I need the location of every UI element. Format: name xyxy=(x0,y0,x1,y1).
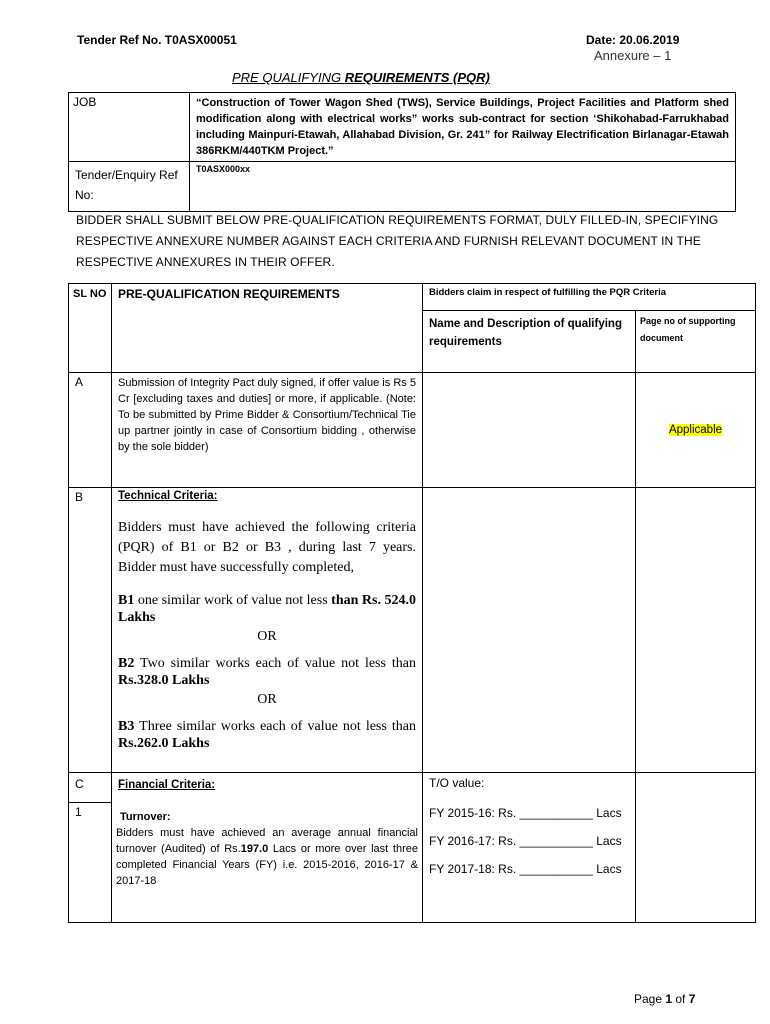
col-requirements-header: PRE-QUALIFICATION REQUIREMENTS xyxy=(112,284,423,373)
tender-enquiry-value: T0ASX000xx xyxy=(190,162,736,212)
table-row xyxy=(69,773,756,803)
b2-label: B2 xyxy=(118,656,135,671)
fy-label: FY 2015-16: Rs. xyxy=(429,806,520,820)
b3-label: B3 xyxy=(118,719,135,734)
fy-unit: Lacs xyxy=(592,806,622,820)
fy-2017-18 xyxy=(429,862,629,876)
row-c-name-cell xyxy=(423,773,636,923)
row-c-sl: C xyxy=(69,773,112,803)
fy-label: FY 2017-18: Rs. xyxy=(429,862,520,876)
tender-enquiry-label: Tender/Enquiry Ref No: xyxy=(69,162,190,212)
date: Date: 20.06.2019 xyxy=(586,33,680,47)
technical-intro: Bidders must have achieved the following criteria (PQR) of B1 or B2 or B3 , during last 7 years. Bidder must have successfully completed, xyxy=(118,520,416,575)
row-b-page-cell xyxy=(636,488,756,773)
page-total: 7 xyxy=(688,992,696,1006)
fy-unit: Lacs xyxy=(592,862,622,876)
turnover-heading: Turnover: xyxy=(120,810,171,823)
job-table xyxy=(68,92,736,212)
fy-2015-16 xyxy=(429,806,629,820)
row-b-sl: B xyxy=(69,488,112,773)
fy-blank: ___________ xyxy=(519,862,593,876)
row-1-sl: 1 xyxy=(69,803,112,923)
row-a-name-cell xyxy=(423,373,636,488)
col-page-header: Page no of supporting document xyxy=(636,311,756,373)
title-bold: REQUIREMENTS (PQR) xyxy=(344,70,490,85)
fy-label: FY 2016-17: Rs. xyxy=(429,834,520,848)
row-b-name-cell xyxy=(423,488,636,773)
b1-text: one similar work of value not less xyxy=(134,593,332,608)
b1-value: than Rs. 524.0 Lakhs xyxy=(118,593,416,625)
table-row xyxy=(69,488,756,773)
row-a-sl: A xyxy=(69,373,112,488)
technical-criteria-heading: Technical Criteria: xyxy=(118,490,218,502)
row-a-page-cell xyxy=(636,373,756,488)
page-current: 1 xyxy=(665,992,673,1006)
applicable-highlight: Applicable xyxy=(668,424,723,436)
page-prefix: Page xyxy=(634,992,666,1006)
col-name-header: Name and Description of qualifying requirements xyxy=(423,311,636,373)
table-row xyxy=(69,373,756,488)
criterion-b1 xyxy=(118,592,416,626)
page-title xyxy=(232,70,490,85)
b1-label: B1 xyxy=(118,593,135,608)
fy-2016-17 xyxy=(429,834,629,848)
turnover-text-post: Lacs or more over last three completed Financial Years (FY) i.e. 2015-2016, 2016-17 & 2017-18 xyxy=(116,842,418,887)
instruction-text: BIDDER SHALL SUBMIT BELOW PRE-QUALIFICATION REQUIREMENTS FORMAT, DULY FILLED-IN, SPECIFYING RESPECTIVE ANNEXURE NUMBER AGAINST EACH CRITERIA AND FURNISH RELEVANT DOCUMENT IN THE RESPECTIVE ANNEXURES IN THEIR OFFER. xyxy=(76,213,719,269)
or-separator-1: OR xyxy=(257,629,277,644)
turnover-text-pre: Bidders must have achieved an average annual financial turnover (Audited) of Rs. xyxy=(116,826,418,855)
pqr-table xyxy=(68,283,756,923)
title-normal: PRE QUALIFYING xyxy=(232,70,345,85)
row-b-content xyxy=(112,488,423,773)
row-1-content xyxy=(112,803,423,923)
turnover-text xyxy=(116,825,418,889)
page-number xyxy=(634,992,695,1006)
b3-value: Rs.262.0 Lakhs xyxy=(118,736,210,751)
to-value-label: T/O value: xyxy=(429,776,485,790)
fy-blank: ___________ xyxy=(519,834,593,848)
annexure-label: Annexure – 1 xyxy=(594,48,672,63)
fy-unit: Lacs xyxy=(592,834,622,848)
page-of: of xyxy=(672,992,689,1006)
criterion-b2 xyxy=(118,655,416,689)
tender-ref: Tender Ref No. T0ASX00051 xyxy=(77,33,237,47)
criterion-b3 xyxy=(118,718,416,752)
turnover-amount: 197.0 xyxy=(240,842,269,855)
col-sl-header: SL NO xyxy=(69,284,112,373)
financial-criteria-heading: Financial Criteria: xyxy=(112,773,423,803)
b2-value: Rs.328.0 Lakhs xyxy=(118,673,210,688)
col-claim-header: Bidders claim in respect of fulfilling the PQR Criteria xyxy=(423,284,756,311)
job-description: “Construction of Tower Wagon Shed (TWS), Service Buildings, Project Facilities and Platform shed modification along with electrical works” works sub-contract for section ‘Shikohabad-Farrukhabad including Mainpuri-Etawah, Allahabad Division, Gr. 241” for Railway Electrification Birlanagar-Etawah 386RKM/440TKM Project.” xyxy=(190,93,736,162)
row-a-text: Submission of Integrity Pact duly signed, if offer value is Rs 5 Cr [excluding taxes and duties] or more, if applicable. (Note: To be submitted by Prime Bidder & Consortium/Technical Tie up partner jointly in case of Consortium bidding , otherwise by the sole bidder) xyxy=(112,373,423,488)
job-label: JOB xyxy=(69,93,190,162)
or-separator-2: OR xyxy=(257,692,277,707)
row-c-page-cell xyxy=(636,773,756,923)
fy-blank: ___________ xyxy=(519,806,593,820)
b3-text: Three similar works each of value not less than xyxy=(134,719,416,734)
b2-text: Two similar works each of value not less than xyxy=(134,656,416,671)
